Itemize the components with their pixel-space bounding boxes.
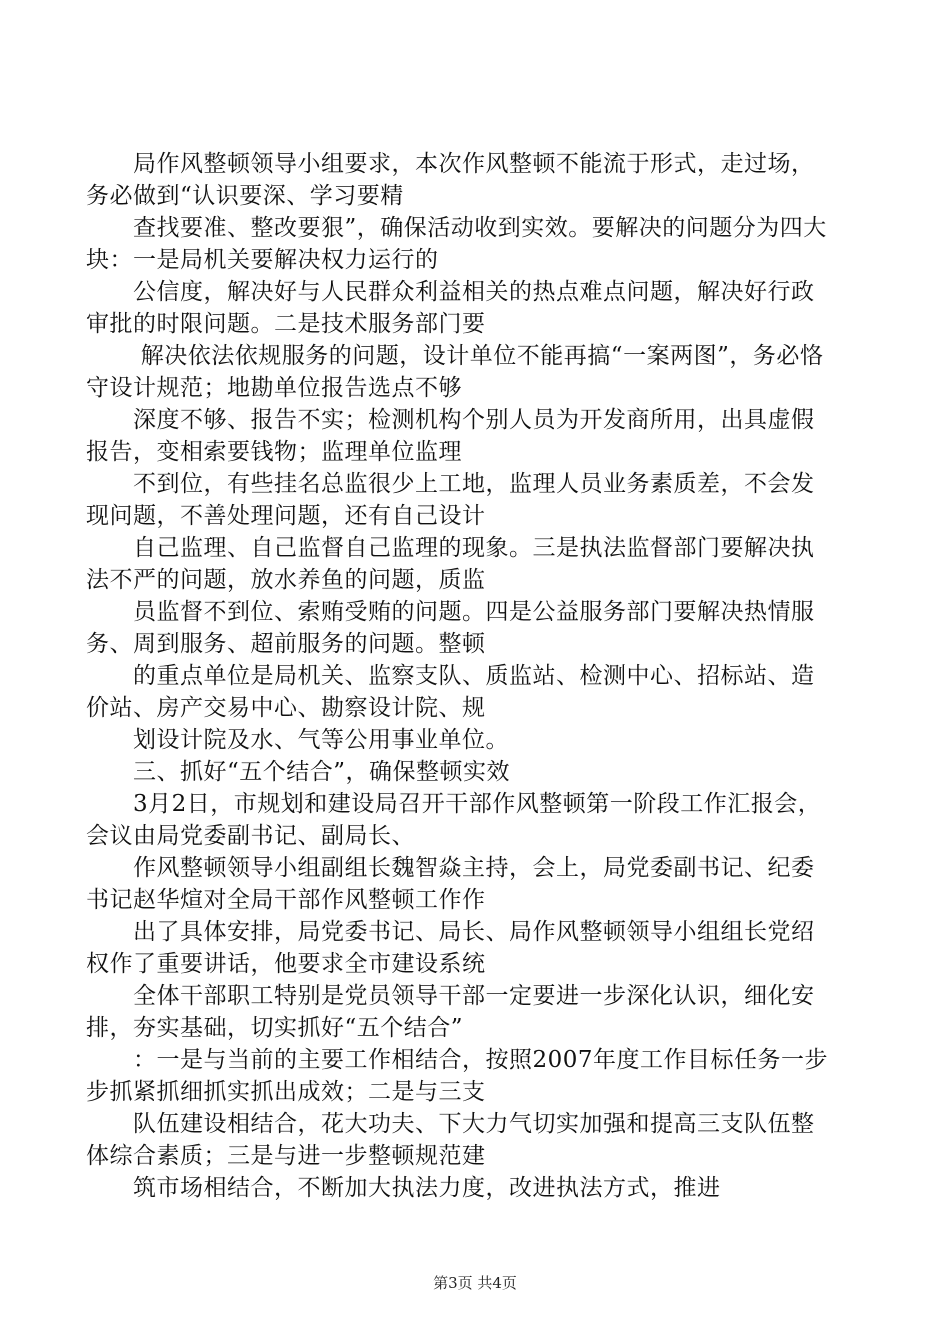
- paragraph: 公信度，解决好与人民群众利益相关的热点难点问题，解决好行政审批的时限问题。二是技术服务部门要: [86, 279, 815, 337]
- paragraph: 队伍建设相结合，花大功夫、下大力气切实加强和提高三支队伍整体综合素质；三是与进一步整顿规范建: [86, 1111, 815, 1169]
- paragraph: 全体干部职工特别是党员领导干部一定要进一步深化认识，细化安排，夯实基础，切实抓好“五个结合”: [86, 983, 815, 1041]
- paragraph: 作风整顿领导小组副组长魏智焱主持，会上，局党委副书记、纪委书记赵华煊对全局干部作风整顿工作作: [86, 855, 815, 913]
- paragraph: 自己监理、自己监督自己监理的现象。三是执法监督部门要解决执法不严的问题，放水养鱼的问题，质监: [86, 535, 815, 593]
- document-body: [86, 148, 834, 1204]
- paragraph: 不到位，有些挂名总监很少上工地，监理人员业务素质差，不会发现问题，不善处理问题，还有自己设计: [86, 471, 815, 529]
- paragraph: 深度不够、报告不实；检测机构个别人员为开发商所用，出具虚假报告，变相索要钱物；监理单位监理: [86, 407, 815, 465]
- paragraph: 查找要准、整改要狠”，确保活动收到实效。要解决的问题分为四大块：一是局机关要解决权力运行的: [86, 215, 827, 273]
- paragraph: 局作风整顿领导小组要求，本次作风整顿不能流于形式，走过场，务必做到“认识要深、学习要精: [86, 151, 815, 209]
- paragraph: ：一是与当前的主要工作相结合，按照2007年度工作目标任务一步步抓紧抓细抓实抓出成效；二是与三支: [86, 1047, 829, 1105]
- section-heading: 三、抓好“五个结合”，确保整顿实效: [86, 759, 511, 785]
- paragraph: 出了具体安排，局党委书记、局长、局作风整顿领导小组组长党绍权作了重要讲话，他要求全市建设系统: [86, 919, 815, 977]
- paragraph: 划设计院及水、气等公用事业单位。: [86, 727, 509, 753]
- paragraph: 的重点单位是局机关、监察支队、质监站、检测中心、招标站、造价站、房产交易中心、勘察设计院、规: [86, 663, 815, 721]
- paragraph: 筑市场相结合，不断加大执法力度，改进执法方式，推进: [86, 1175, 721, 1201]
- page-number-footer: 第3页 共4页: [433, 1274, 517, 1292]
- paragraph: 解决依法依规服务的问题，设计单位不能再搞“一案两图”，务必恪守设计规范；地勘单位报告选点不够: [86, 343, 824, 401]
- paragraph: 3月2日，市规划和建设局召开干部作风整顿第一阶段工作汇报会，会议由局党委副书记、副局长、: [86, 791, 822, 849]
- paragraph: 员监督不到位、索贿受贿的问题。四是公益服务部门要解决热情服务、周到服务、超前服务的问题。整顿: [86, 599, 815, 657]
